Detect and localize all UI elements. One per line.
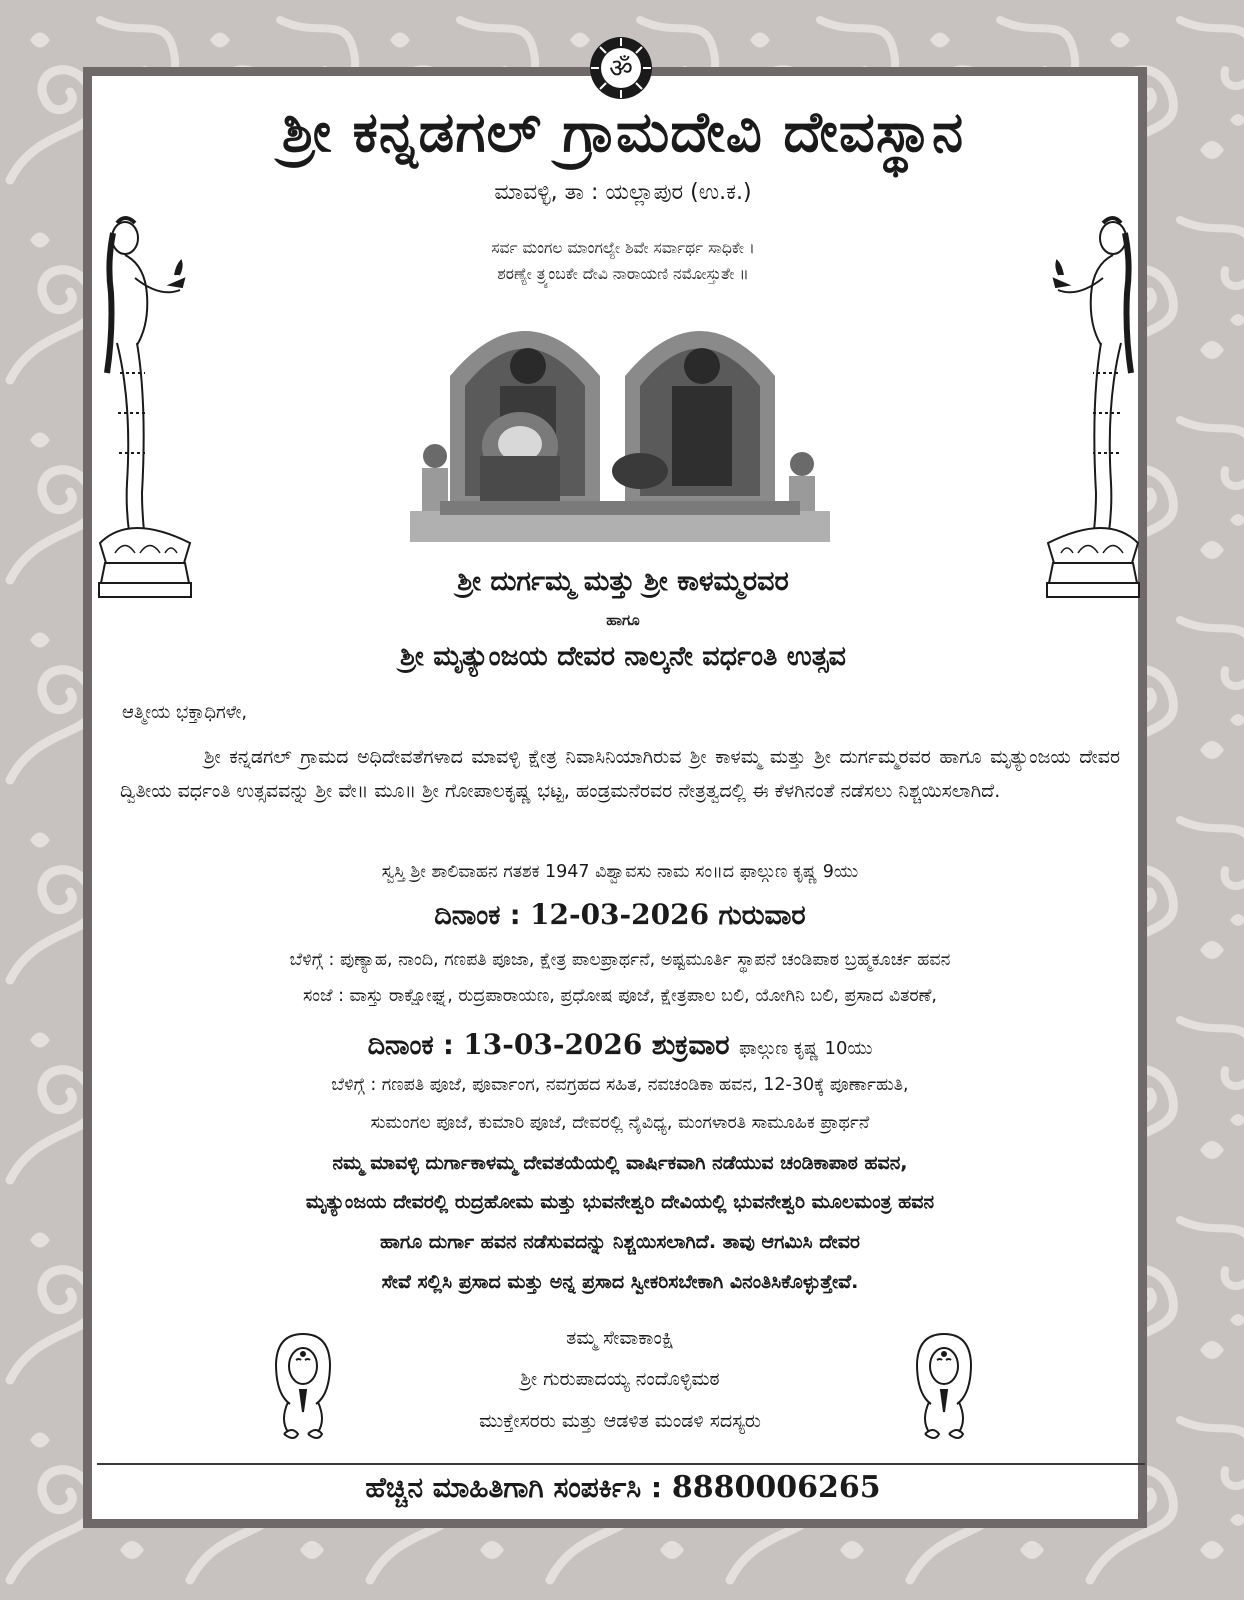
deity-idols-photo: [410, 296, 830, 542]
appeal-line-3: ಹಾಗೂ ದುರ್ಗಾ ಹವನ ನಡೆಸುವದನ್ನು ನಿಶ್ಚಯಿಸಲಾಗಿದೆ. ತಾವು ಆಗಮಿಸಿ ದೇವರ: [380, 1231, 860, 1253]
temple-title: ಶ್ರೀ ಕನ್ನಡಗಲ್ ಗ್ರಾಮದೇವಿ ದೇವಸ್ಥಾನ: [281, 100, 965, 165]
appeal-line-1: ನಮ್ಮ ಮಾವಳ್ಳಿ ದುರ್ಗಾಕಾಳಮ್ಮ ದೇವತಯೆಯಲ್ಲಿ ವಾರ್ಷಿಕವಾಗಿ ನಡೆಯುವ ಚಂಡಿಕಾಪಾಠ ಹವನ,: [332, 1152, 908, 1174]
and-connector: ಹಾಗೂ: [606, 611, 640, 629]
panchanga-line: ಸ್ವಸ್ತಿ ಶ್ರೀ ಶಾಲಿವಾಹನ ಗತಶಕ 1947 ವಿಶ್ವಾವಸು ನಾಮ ಸಂ॥ದ ಫಾಲ್ಗುಣ ಕೃಷ್ಣ 9ಯು: [381, 862, 859, 882]
svg-text:ॐ: ॐ: [609, 54, 633, 84]
shloka-line-1: ಸರ್ವ ಮಂಗಲ ಮಾಂಗಲ್ಯೇ ಶಿವೇ ಸರ್ವಾರ್ಥ ಸಾಧಿಕೇ ।: [491, 239, 755, 257]
shloka-line-2: ಶರಣ್ಯೇ ತ್ರ್ಯಂಬಕೇ ದೇವಿ ನಾರಾಯಣಿ ನಮೋಸ್ತುತೇ ॥: [497, 265, 749, 283]
greeting: ಆತ್ಮೀಯ ಭಕ್ತಾಧಿಗಳೇ,: [122, 702, 248, 723]
deities-heading: ಶ್ರೀ ದುರ್ಗಮ್ಮ ಮತ್ತು ಶ್ರೀ ಕಾಳಮ್ಮರವರ: [457, 566, 789, 597]
day1-morning-schedule: ಬೆಳಿಗ್ಗೆ : ಪುಣ್ಯಾಹ, ನಾಂದಿ, ಗಣಪತಿ ಪೂಜಾ, ಕ್ಷೇತ್ರ ಪಾಲಪ್ರಾರ್ಥನೆ, ಅಷ್ಟಮೂರ್ತಿ ಸ್ಥಾಪನೆ ಚಂಡಿಪಾಠ ಬ್ರಹ್ಮಕೂರ್ಚ ಹವನ: [289, 950, 951, 970]
day1-date: 12-03-2026: [529, 898, 710, 931]
day1-weekday: ಗುರುವಾರ: [718, 900, 806, 931]
day2-date-heading: [100, 1028, 1140, 1062]
signature-line-1: ತಮ್ಮ ಸೇವಾಕಾಂಕ್ಷಿ: [566, 1327, 674, 1349]
day2-tithi: ಫಾಲ್ಗುಣ ಕೃಷ್ಣ 10ಯು: [739, 1038, 873, 1059]
day1-date-heading: [100, 898, 1140, 932]
day2-morning-schedule-1: ಬೆಳಿಗ್ಗೆ : ಗಣಪತಿ ಪೂಜೆ, ಪೂರ್ವಾಂಗ, ನವಗ್ರಹದ ಸಹಿತ, ನವಚಂಡಿಕಾ ಹವನ, 12-30ಕ್ಕೆ ಪೂರ್ಣಾಹುತಿ,: [331, 1075, 909, 1095]
shloka: [83, 235, 1163, 287]
contact-phone: 8880006265: [671, 1470, 881, 1505]
footer-divider: [97, 1463, 1145, 1465]
lamp-lady-right-illustration: [1043, 213, 1143, 618]
signature-line-2: ಶ್ರೀ ಗುರುಪಾದಯ್ಯ ನಂದೊಳ್ಳಿಮಠ: [520, 1368, 720, 1390]
lamp-lady-left-illustration: [95, 213, 195, 618]
contact-label: ಹೆಚ್ಚಿನ ಮಾಹಿತಿಗಾಗಿ ಸಂಪರ್ಕಿಸಿ :: [365, 1471, 672, 1504]
day2-morning-schedule-2: ಸುಮಂಗಲ ಪೂಜೆ, ಕುಮಾರಿ ಪೂಜೆ, ದೇವರಲ್ಲಿ ನೈವಿಧ್ಯ, ಮಂಗಳಾರತಿ ಸಾಮೂಹಿಕ ಪ್ರಾರ್ಥನೆ: [370, 1113, 870, 1133]
day1-date-label: ದಿನಾಂಕ :: [434, 900, 530, 931]
appeal-line-4: ಸೇವೆ ಸಲ್ಲಿಸಿ ಪ್ರಸಾದ ಮತ್ತು ಅನ್ನ ಪ್ರಸಾದ ಸ್ವೀಕರಿಸಬೇಕಾಗಿ ವಿನಂತಿಸಿಕೊಳ್ಳುತ್ತೇವೆ.: [381, 1271, 859, 1293]
day1-evening-schedule: ಸಂಜೆ : ವಾಸ್ತು ರಾಕ್ಷೋಘ್ನ, ರುದ್ರಪಾರಾಯಣ, ಪ್ರಧೋಷ ಪೂಜೆ, ಕ್ಷೇತ್ರಪಾಲ ಬಲಿ, ಯೋಗಿನಿ ಬಲಿ, ಪ್ರಸಾದ ವಿತರಣೆ,: [303, 986, 937, 1006]
signature-line-3: ಮುಕ್ತೇಸರರು ಮತ್ತು ಆಡಳಿತ ಮಂಡಳಿ ಸದಸ್ಯರು: [479, 1410, 761, 1432]
day2-date-label: ದಿನಾಂಕ :: [367, 1030, 464, 1061]
temple-location: ಮಾವಳ್ಳಿ, ತಾ : ಯಲ್ಲಾಪುರ (ಉ.ಕ.): [494, 180, 752, 205]
day2-date: 13-03-2026: [463, 1028, 643, 1061]
day2-weekday: ಶುಕ್ರವಾರ: [651, 1030, 730, 1061]
om-emblem-icon: [589, 36, 653, 100]
festival-heading: ಶ್ರೀ ಮೃತ್ಯುಂಜಯ ದೇವರ ನಾಲ್ಕನೇ ವರ್ಧಂತಿ ಉತ್ಸವ: [400, 641, 846, 672]
contact-footer: [83, 1470, 1163, 1505]
invitation-paragraph: ಶ್ರೀ ಕನ್ನಡಗಲ್ ಗ್ರಾಮದ ಅಧಿದೇವತೆಗಳಾದ ಮಾವಳ್ಳಿ ಕ್ಷೇತ್ರ ನಿವಾಸಿನಿಯಾಗಿರುವ ಶ್ರೀ ಕಾಳಮ್ಮ ಮತ್ತು ಶ್ರೀ ದುರ್ಗಮ್ಮರವರ ಹಾಗೂ ಮೃತ್ಯುಂಜಯ ದೇವರ ದ್ವಿತೀಯ ವರ್ಧಂತಿ ಉತ್ಸವವನ್ನು ಶ್ರೀ ವೇ॥ ಮೂ॥ ಶ್ರೀ ಗೋಪಾಲಕೃಷ್ಣ ಭಟ್ಟ, ಹಂಡ್ರಮನೆರವರ ನೇತ್ರತ್ವದಲ್ಲಿ ಈ ಕೆಳಗಿನಂತೆ ನಡೆಸಲು ನಿಶ್ಚಯಿಸಲಾಗಿದೆ.: [120, 746, 1120, 802]
appeal-line-2: ಮೃತ್ಯುಂಜಯ ದೇವರಲ್ಲಿ ರುದ್ರಹೋಮ ಮತ್ತು ಭುವನೇಶ್ವರಿ ದೇವಿಯಲ್ಲಿ ಭುವನೇಶ್ವರಿ ಮೂಲಮಂತ್ರ ಹವನ: [305, 1191, 935, 1213]
